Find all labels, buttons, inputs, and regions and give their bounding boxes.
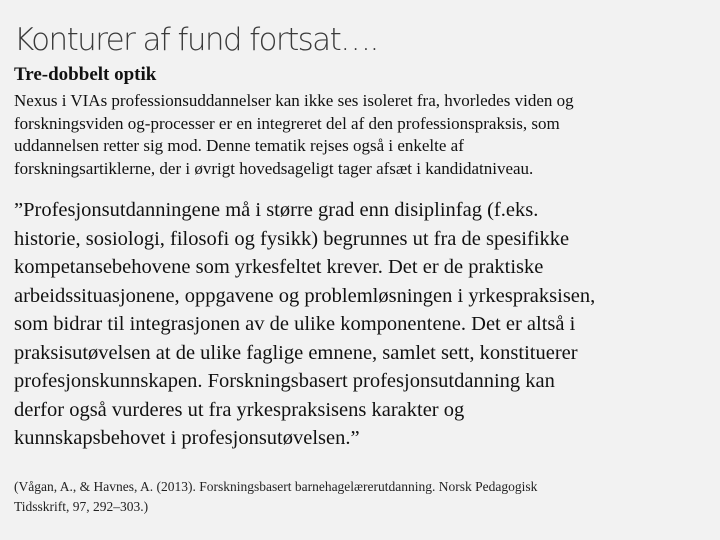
intro-line: uddannelsen retter sig mod. Denne tematik rejses også i enkelte af xyxy=(14,136,464,155)
reference-citation xyxy=(14,477,714,517)
quote-line: kunnskapsbehovet i profesjonsutøvelsen.” xyxy=(14,427,360,449)
quote-line: derfor også vurderes ut fra yrkespraksisens karakter og xyxy=(14,398,465,421)
quote-line: praksisutøvelsen at de ulike faglige emnene, samlet sett, konstituerer xyxy=(14,341,578,364)
slide-subtitle: Tre-dobbelt optik xyxy=(14,64,157,85)
quote-line: historie, sosiologi, filosofi og fysikk) begrunnes ut fra de spesifikke xyxy=(14,227,570,250)
quote-line: som bidrar til integrasjonen av de ulike komponentene. Det er altså i xyxy=(14,313,576,335)
intro-line: forskningsviden og-processer er en integreret del af den professionspraksis, som xyxy=(14,113,560,133)
slide-title: Konturer af fund fortsat…. xyxy=(14,22,378,58)
quote-line: ”Profesjonsutdanningene må i større grad enn disiplinfag (f.eks. xyxy=(14,199,539,221)
quote-line: kompetansebehovene som yrkesfeltet krever. Det er de praktiske xyxy=(14,256,544,278)
quote-line: profesjonskunnskapen. Forskningsbasert profesjonsutdanning kan xyxy=(14,370,555,392)
reference-line: Tidsskrift, 97, 292–303.) xyxy=(14,499,149,514)
reference-line: (Vågan, A., & Havnes, A. (2013). Forskningsbasert barnehagelærerutdanning. Norsk Pedagogisk xyxy=(14,479,538,494)
quote-block xyxy=(14,196,714,453)
intro-paragraph xyxy=(14,90,714,180)
quote-line: arbeidssituasjonene, oppgavene og problemløsningen i yrkespraksisen, xyxy=(14,284,596,307)
intro-line: forskningsartiklerne, der i øvrigt hovedsageligt tager afsæt i kandidatniveau. xyxy=(14,158,534,178)
intro-line: Nexus i VIAs professionsuddannelser kan ikke ses isoleret fra, hvorledes viden og xyxy=(14,91,574,110)
